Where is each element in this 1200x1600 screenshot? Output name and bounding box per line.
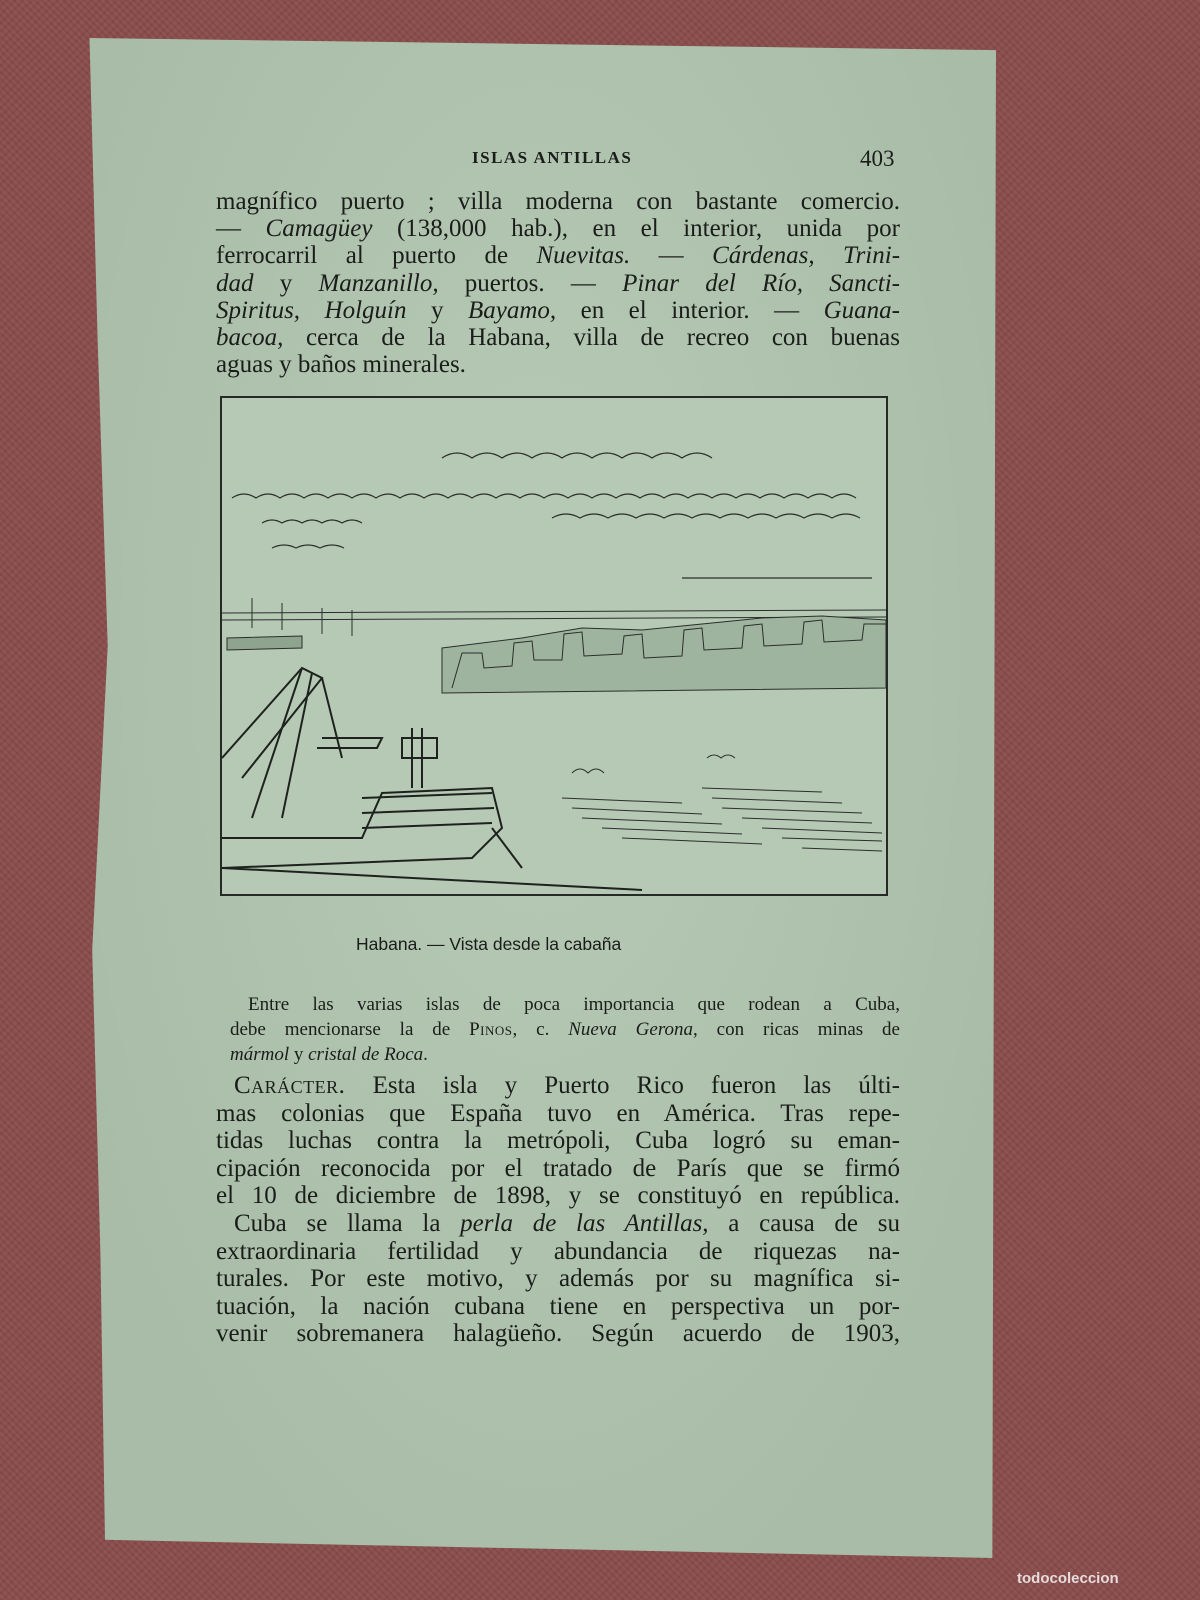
paragraph-caracter <box>216 1072 900 1348</box>
paragraph-cities <box>216 188 900 378</box>
text-line: extraordinaria fertilidad y abundancia de riquezas na- <box>216 1237 900 1265</box>
water-hatching <box>562 755 882 851</box>
text-line: dad y Manzanillo, puertos. — Pinar del Río, Sancti- <box>216 269 900 297</box>
text-line: — Camagüey (138,000 hab.), en el interior, unida por <box>216 215 900 243</box>
text-line: debe mencionarse la de Pinos, c. Nueva Gerona, con ricas minas de <box>230 1019 900 1040</box>
clouds <box>232 453 872 578</box>
text-line: bacoa, cerca de la Habana, villa de recreo con buenas <box>216 324 900 352</box>
text-line: ferrocarril al puerto de Nuevitas. — Cárdenas, Trini- <box>216 242 901 270</box>
figure-caption: Habana. — Vista desde la cabaña <box>356 934 622 954</box>
text-line: Cuba se llama la perla de las Antillas, a causa de su <box>234 1209 900 1237</box>
engraving-illustration <box>222 398 886 894</box>
text-line: aguas y baños minerales. <box>216 351 466 379</box>
section-heading: Carácter. <box>234 1072 346 1099</box>
running-header: ISLAS ANTILLAS <box>472 148 633 167</box>
text-line: Spiritus, Holguín y Bayamo, en el interior. — Guana- <box>216 296 901 324</box>
crane-and-dock <box>222 668 642 890</box>
text-line: tidas luchas contra la metrópoli, Cuba logró su eman- <box>216 1127 900 1155</box>
text-line: magnífico puerto ; villa moderna con bastante comercio. <box>216 188 900 215</box>
text-line: turales. Por este motivo, y además por su magnífica si- <box>216 1265 900 1293</box>
page-number: 403 <box>860 146 895 171</box>
text-line: Carácter. Esta isla y Puerto Rico fueron las últi- <box>234 1072 900 1099</box>
text-line: mas colonias que España tuvo en América. Tras repe- <box>216 1099 900 1127</box>
text-line: tuación, la nación cubana tiene en perspectiva un por- <box>216 1292 900 1320</box>
text-line: cipación reconocida por el tratado de París que se firmó <box>216 1154 900 1182</box>
engraving-havana-harbor <box>220 396 888 896</box>
text-line: venir sobremanera halagüeño. Según acuerdo de 1903, <box>216 1320 900 1348</box>
text-line: el 10 de diciembre de 1898, y se constituyó en república. <box>216 1182 900 1210</box>
text-line: mármol y cristal de Roca. <box>230 1044 428 1065</box>
text-line: Entre las varias islas de poca importancia que rodean a Cuba, <box>248 994 900 1015</box>
watermark: todocoleccion <box>1017 1570 1119 1587</box>
paragraph-isla-de-pinos <box>230 992 900 1067</box>
